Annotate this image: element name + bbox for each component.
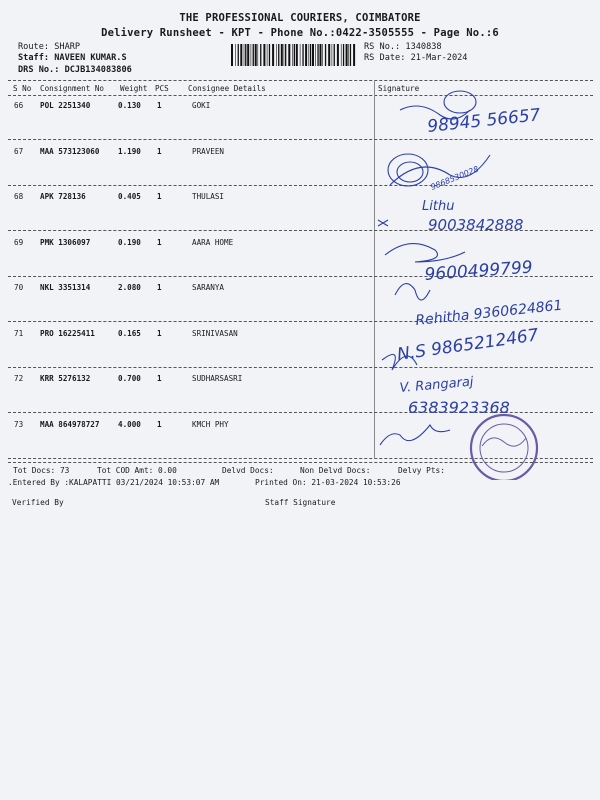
delivery-points: Delvy Pts: [398, 466, 445, 475]
row-weight: 0.190 [118, 238, 141, 247]
row-pcs: 1 [157, 238, 162, 247]
row-sno: 69 [14, 238, 24, 247]
row-pcs: 1 [157, 420, 162, 429]
col-consignment: Consignment No [40, 84, 105, 93]
col-consignee: Consignee Details [188, 84, 266, 93]
handwritten-signatures [370, 80, 600, 480]
hw-phone-5: 9600499799 [423, 257, 534, 285]
col-sno: S No [13, 84, 32, 93]
row-consignee: KMCH PHY [192, 420, 229, 429]
row-consignee: GOKI [192, 101, 211, 110]
hw-phone-2: 9868530028 [429, 164, 480, 192]
row-consignment: PMK 1306097 [40, 238, 91, 247]
row-consignee: SARANYA [192, 283, 225, 292]
col-weight: Weight [120, 84, 148, 93]
row-pcs: 1 [157, 283, 162, 292]
row-consignment: APK 728136 [40, 192, 86, 201]
signature-mark-3 [378, 220, 388, 226]
row-consignment: MAA 573123060 [40, 147, 100, 156]
signature-scribble-5 [395, 284, 430, 300]
row-sno: 71 [14, 329, 24, 338]
hw-name-7: N.S 9865212467 [395, 325, 540, 365]
row-pcs: 1 [157, 192, 162, 201]
signature-loop-2b [397, 162, 423, 182]
rs-date: RS Date: 21-Mar-2024 [364, 53, 468, 63]
company-title: THE PROFESSIONAL COURIERS, COIMBATORE [179, 12, 421, 24]
non-delivered-docs: Non Delvd Docs: [300, 466, 371, 475]
entered-by: .Entered By :KALAPATTI 03/21/2024 10:53:07 AM [8, 478, 220, 487]
runsheet-subtitle: Delivery Runsheet - KPT - Phone No.:0422-3505555 - Page No.:6 [101, 27, 499, 39]
hw-name-3: Lithu [422, 199, 455, 214]
printed-on: Printed On: 21-03-2024 10:53:26 [255, 478, 401, 487]
row-weight: 1.190 [118, 147, 141, 156]
row-weight: 0.130 [118, 101, 141, 110]
row-sno: 72 [14, 374, 24, 383]
verified-by: Verified By [12, 498, 64, 507]
route-label: Route: SHARP [18, 42, 81, 52]
row-sno: 67 [14, 147, 24, 156]
row-consignee: SRINIVASAN [192, 329, 238, 338]
row-weight: 4.000 [118, 420, 141, 429]
hw-phone-1: 98945 56657 [426, 105, 542, 137]
rs-number: RS No.: 1340838 [364, 42, 442, 52]
company-stamp [471, 415, 537, 480]
col-pcs: PCS [155, 84, 169, 93]
signature-loop-1 [444, 91, 476, 113]
hw-name-6: Rehitha 9360624861 [414, 297, 564, 329]
row-pcs: 1 [157, 374, 162, 383]
row-pcs: 1 [157, 147, 162, 156]
row-weight: 0.405 [118, 192, 141, 201]
signature-scribble-7 [380, 425, 450, 445]
staff-signature: Staff Signature [265, 498, 336, 507]
hw-name-8: V. Rangaraj [399, 374, 475, 396]
row-consignment: MAA 864978727 [40, 420, 100, 429]
row-weight: 0.165 [118, 329, 141, 338]
row-sno: 66 [14, 101, 24, 110]
row-consignee: SUDHARSASRI [192, 374, 243, 383]
col-signature: Signature [378, 84, 420, 93]
drs-number: DRS No.: DCJB134083806 [18, 65, 132, 75]
row-sno: 73 [14, 420, 24, 429]
barcode-image [231, 44, 357, 66]
signature-scribble-4 [385, 244, 465, 262]
row-pcs: 1 [157, 329, 162, 338]
row-consignment: NKL 3351314 [40, 283, 91, 292]
footer-rule [8, 462, 593, 463]
row-pcs: 1 [157, 101, 162, 110]
row-consignee: AARA HOME [192, 238, 234, 247]
row-weight: 2.080 [118, 283, 141, 292]
hw-phone-4: 9003842888 [428, 216, 524, 234]
row-consignment: POL 2251340 [40, 101, 91, 110]
row-consignee: THULASI [192, 192, 225, 201]
row-consignment: KRR 5276132 [40, 374, 91, 383]
total-docs: Tot Docs: 73 [13, 466, 70, 475]
row-sno: 70 [14, 283, 24, 292]
row-sno: 68 [14, 192, 24, 201]
row-consignment: PRO 16225411 [40, 329, 95, 338]
total-cod: Tot COD Amt: 0.00 [97, 466, 177, 475]
row-weight: 0.700 [118, 374, 141, 383]
staff-label: Staff: NAVEEN KUMAR.S [18, 53, 127, 63]
row-consignee: PRAVEEN [192, 147, 225, 156]
hw-phone-9: 6383923368 [408, 398, 510, 417]
delivered-docs: Delvd Docs: [222, 466, 274, 475]
